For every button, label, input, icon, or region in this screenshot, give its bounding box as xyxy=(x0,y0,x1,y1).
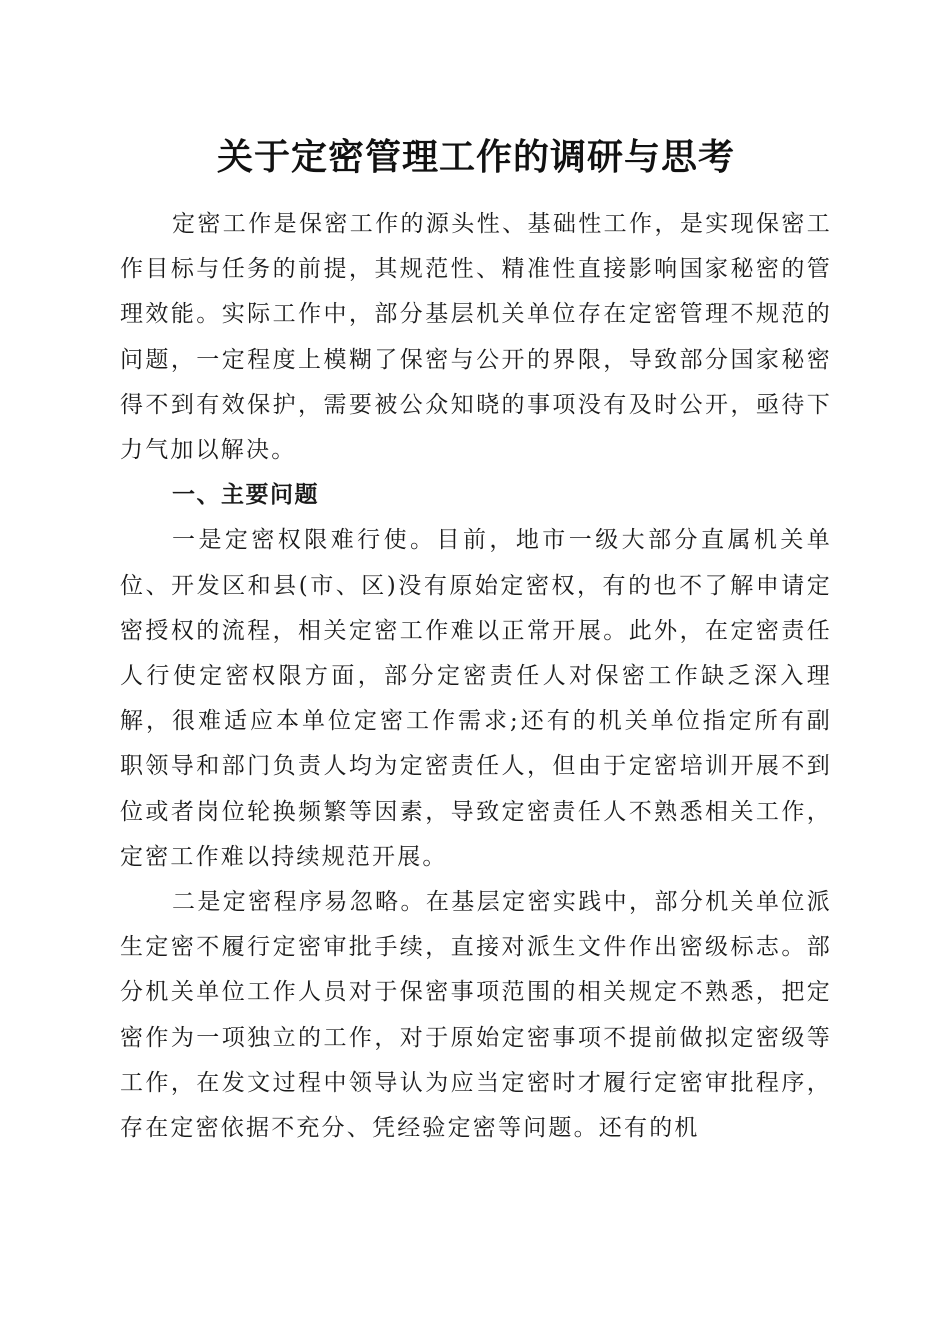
section-paragraph-1: 一是定密权限难行使。目前，地市一级大部分直属机关单位、开发区和县(市、区)没有原始定密权，有的也不了解申请定密授权的流程，相关定密工作难以正常开展。此外，在定密责任人行使定密权限方面，部分定密责任人对保密工作缺乏深入理解，很难适应本单位定密工作需求;还有的机关单位指定所有副职领导和部门负责人均为定密责任人，但由于定密培训开展不到位或者岗位轮换频繁等因素，导致定密责任人不熟悉相关工作，定密工作难以持续规范开展。 xyxy=(120,527,832,870)
section-heading: 一、主要问题 xyxy=(172,482,319,509)
section-paragraph-2: 二是定密程序易忽略。在基层定密实践中，部分机关单位派生定密不履行定密审批手续，直接对派生文件作出密级标志。部分机关单位工作人员对于保密事项范围的相关规定不熟悉，把定密作为一项独立的工作，对于原始定密事项不提前做拟定密级等工作，在发文过程中领导认为应当定密时才履行定密审批程序，存在定密依据不充分、凭经验定密等问题。还有的机 xyxy=(120,889,832,1142)
intro-paragraph: 定密工作是保密工作的源头性、基础性工作，是实现保密工作目标与任务的前提，其规范性、精准性直接影响国家秘密的管理效能。实际工作中，部分基层机关单位存在定密管理不规范的问题，一定程度上模糊了保密与公开的界限，导致部分国家秘密得不到有效保护，需要被公众知晓的事项没有及时公开，亟待下力气加以解决。 xyxy=(120,211,832,464)
document-body xyxy=(120,202,832,1151)
document-title: 关于定密管理工作的调研与思考 xyxy=(216,136,735,178)
